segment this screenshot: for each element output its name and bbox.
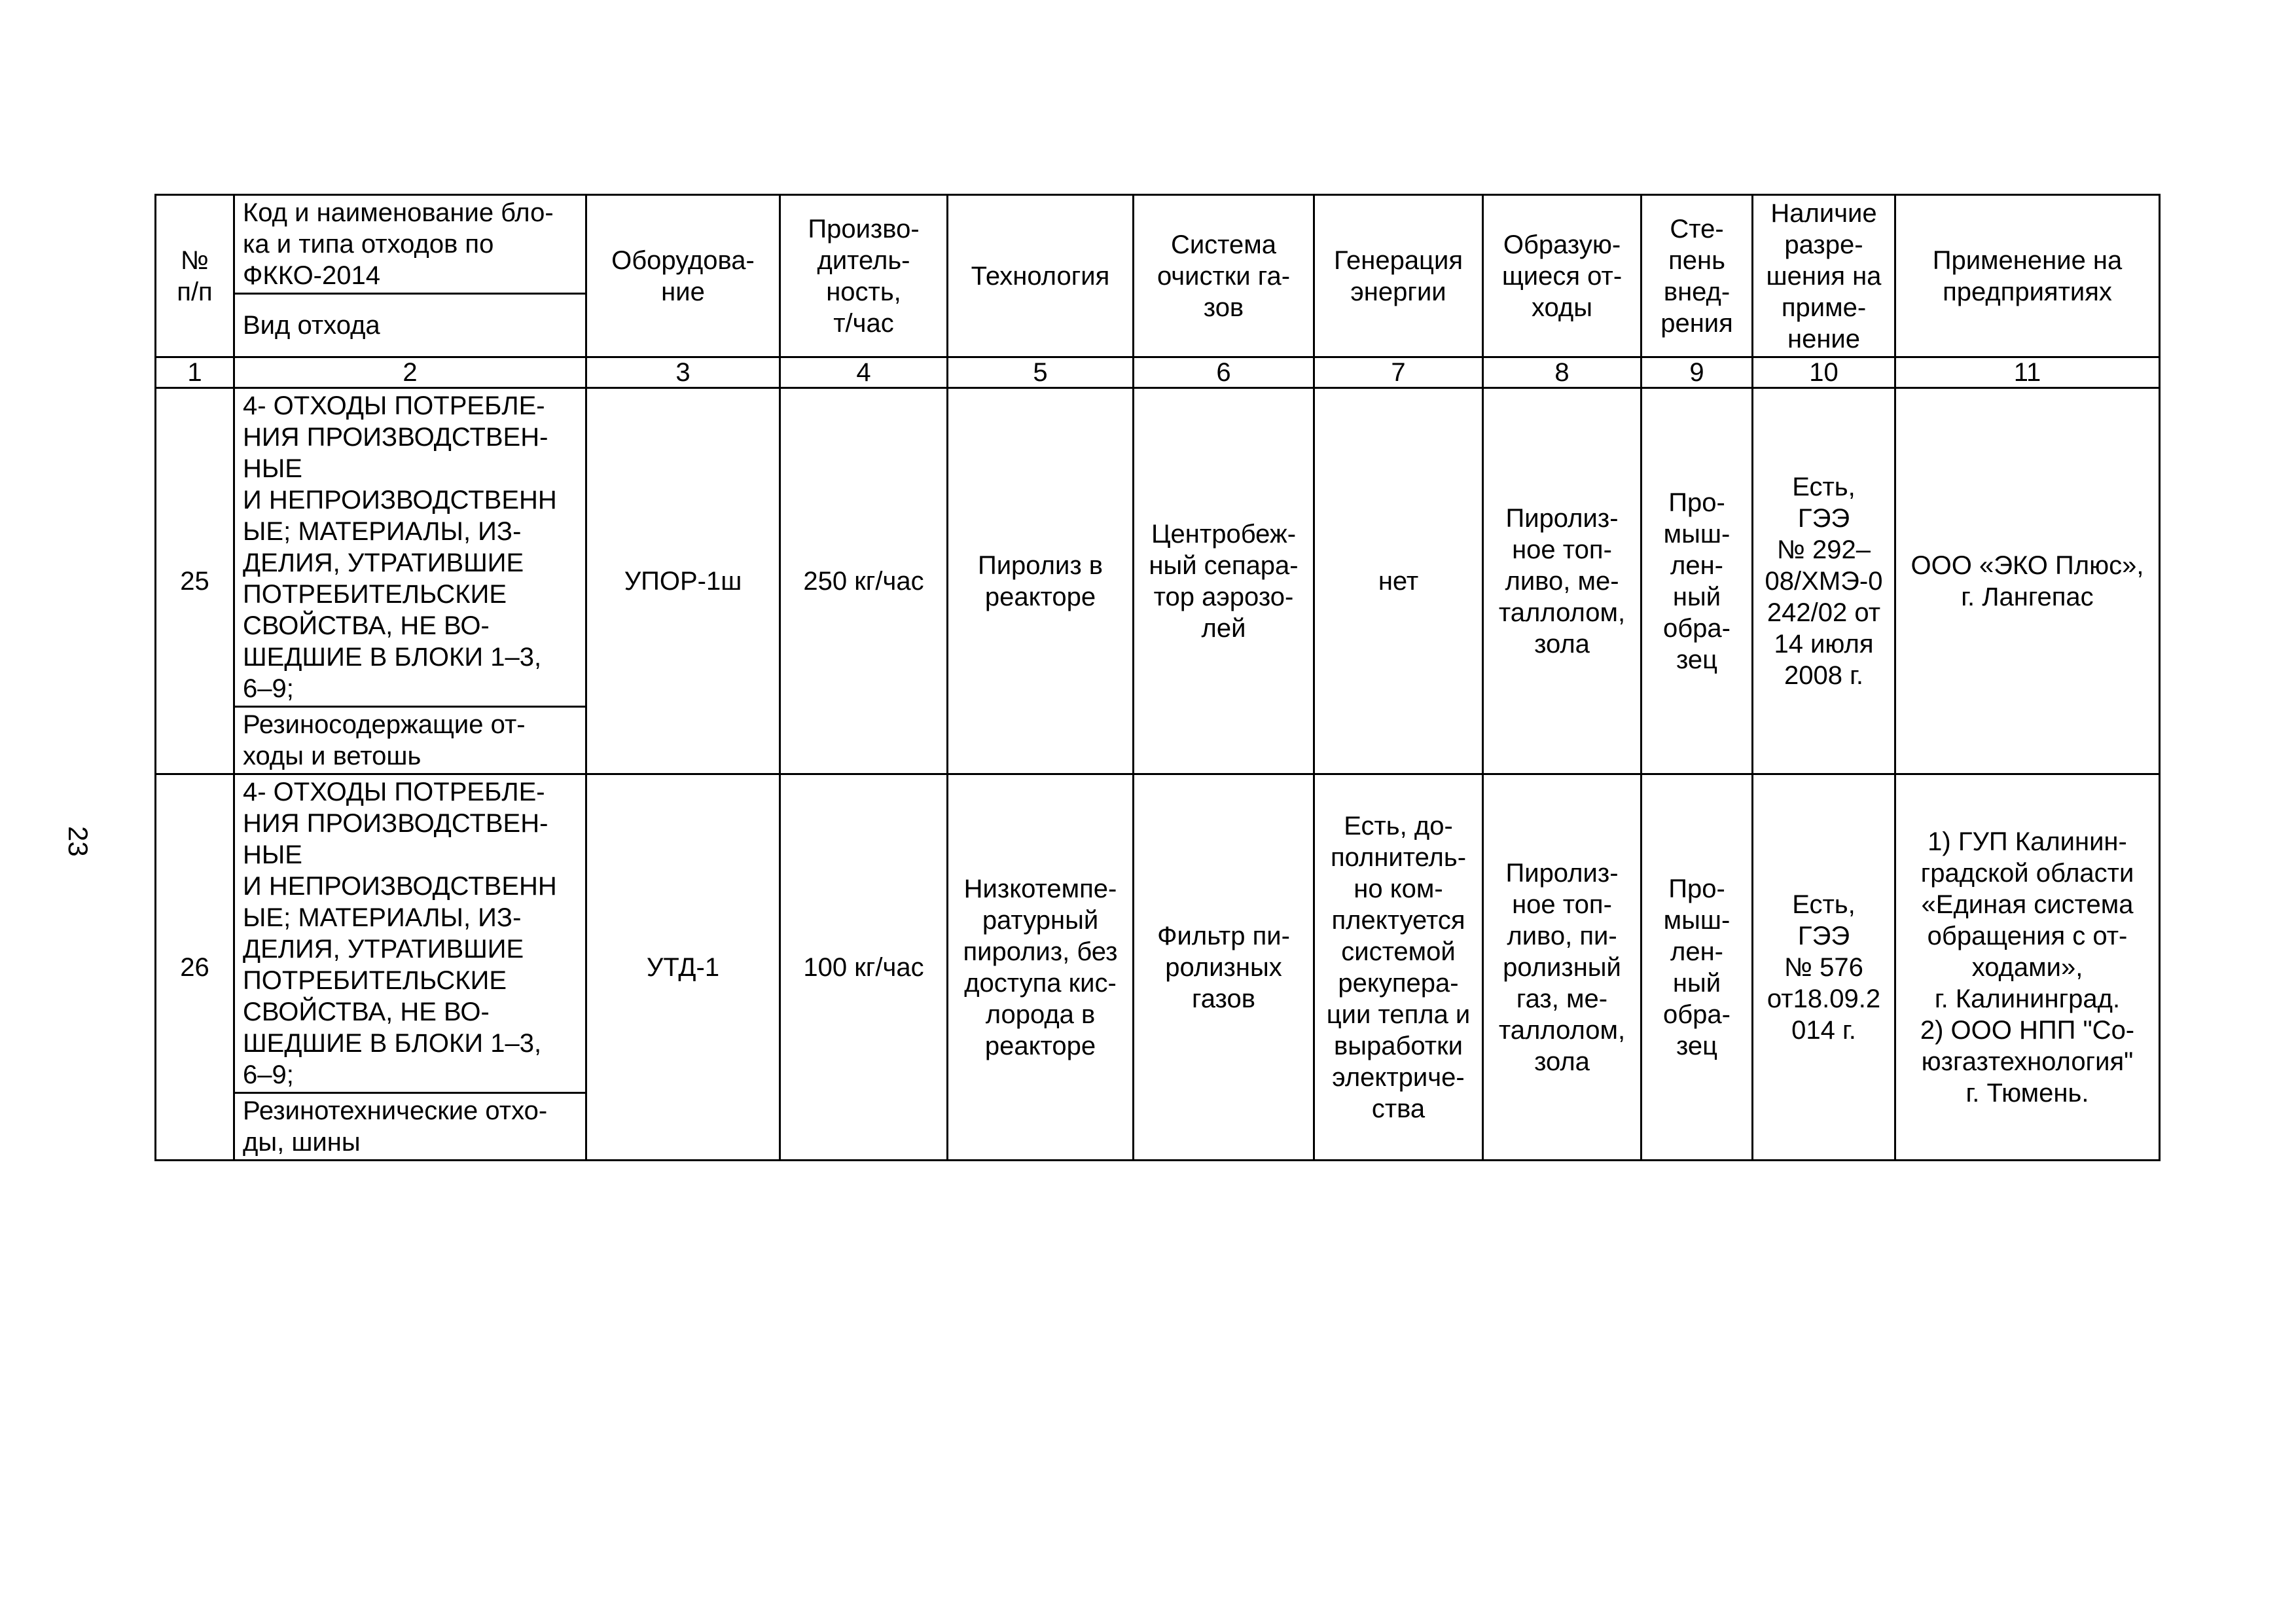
table-row [156,388,2160,707]
header-waste-kind: Вид отхода [234,294,586,357]
waste-block: 4- ОТХОДЫ ПОТРЕБЛЕ- НИЯ ПРОИЗВОДСТВЕН- НЫЕ И НЕПРОИЗВОДСТВЕНН ЫЕ; МАТЕРИАЛЫ, ИЗ- ДЕЛИЯ, УТРАТИВШИЕ ПОТРЕБИТЕЛЬСКИЕ СВОЙСТВА, НЕ ВО- ШЕДШИЕ В БЛОКИ 1–3, 6–9; [234,388,586,707]
header-gas-cleaning: Система очистки га- зов [1134,195,1314,357]
generated-waste: Пиролиз- ное топ- ливо, ме- таллолом, зола [1483,388,1641,774]
header-energy: Генерация энергии [1314,195,1483,357]
column-number: 2 [234,357,586,388]
enterprise-usage: 1) ГУП Калинин- градской области «Единая система обращения с от- ходами», г. Калининград. 2) ООО НПП "Со- юзгазтехнология" г. Тюмень. [1895,774,2160,1161]
column-number: 10 [1753,357,1895,388]
technology: Пиролиз в реакторе [948,388,1134,774]
header-row [156,195,2160,294]
header-usage: Применение на предприятиях [1895,195,2160,357]
column-number: 7 [1314,357,1483,388]
generated-waste: Пиролиз- ное топ- ливо, пи- ролизный газ, ме- таллолом, зола [1483,774,1641,1161]
header-equipment: Оборудова- ние [586,195,780,357]
energy-generation: нет [1314,388,1483,774]
header-permit: Наличие разре- шения на приме- нение [1753,195,1895,357]
header-block-code: Код и наименование бло- ка и типа отходов по ФККО-2014 [234,195,586,294]
capacity: 250 кг/час [780,388,948,774]
implementation-stage: Про- мыш- лен- ный обра- зец [1641,388,1753,774]
column-number-row [156,357,2160,388]
energy-generation: Есть, до- полнитель- но ком- плектуется системой рекупера- ции тепла и выработки электриче- ства [1314,774,1483,1161]
gas-cleaning: Фильтр пи- ролизных газов [1134,774,1314,1161]
column-number: 3 [586,357,780,388]
header-stage: Сте- пень внед- рения [1641,195,1753,357]
permit: Есть, ГЭЭ № 576 от18.09.2 014 г. [1753,774,1895,1161]
header-technology: Технология [948,195,1134,357]
table-row [156,774,2160,1093]
column-number: 6 [1134,357,1314,388]
implementation-stage: Про- мыш- лен- ный обра- зец [1641,774,1753,1161]
column-number: 9 [1641,357,1753,388]
technology: Низкотемпе- ратурный пиролиз, без доступа кис- лорода в реакторе [948,774,1134,1161]
row-number: 25 [156,388,234,774]
equipment: УТД-1 [586,774,780,1161]
equipment: УПОР-1ш [586,388,780,774]
header-capacity: Произво- дитель- ность, т/час [780,195,948,357]
waste-processing-table [154,194,2161,1161]
column-number: 8 [1483,357,1641,388]
waste-kind: Резиносодержащие от- ходы и ветошь [234,707,586,774]
header-waste: Образую- щиеся от- ходы [1483,195,1641,357]
row-number: 26 [156,774,234,1161]
waste-block: 4- ОТХОДЫ ПОТРЕБЛЕ- НИЯ ПРОИЗВОДСТВЕН- НЫЕ И НЕПРОИЗВОДСТВЕНН ЫЕ; МАТЕРИАЛЫ, ИЗ- ДЕЛИЯ, УТРАТИВШИЕ ПОТРЕБИТЕЛЬСКИЕ СВОЙСТВА, НЕ ВО- ШЕДШИЕ В БЛОКИ 1–3, 6–9; [234,774,586,1093]
waste-kind: Резинотехнические отхо- ды, шины [234,1093,586,1161]
column-number: 5 [948,357,1134,388]
page-number: 23 [63,826,94,857]
column-number: 1 [156,357,234,388]
capacity: 100 кг/час [780,774,948,1161]
column-number: 4 [780,357,948,388]
enterprise-usage: ООО «ЭКО Плюс», г. Лангепас [1895,388,2160,774]
permit: Есть, ГЭЭ № 292– 08/ХМЭ-0 242/02 от 14 июля 2008 г. [1753,388,1895,774]
header-num: № п/п [156,195,234,357]
column-number: 11 [1895,357,2160,388]
gas-cleaning: Центробеж- ный сепара- тор аэрозо- лей [1134,388,1314,774]
